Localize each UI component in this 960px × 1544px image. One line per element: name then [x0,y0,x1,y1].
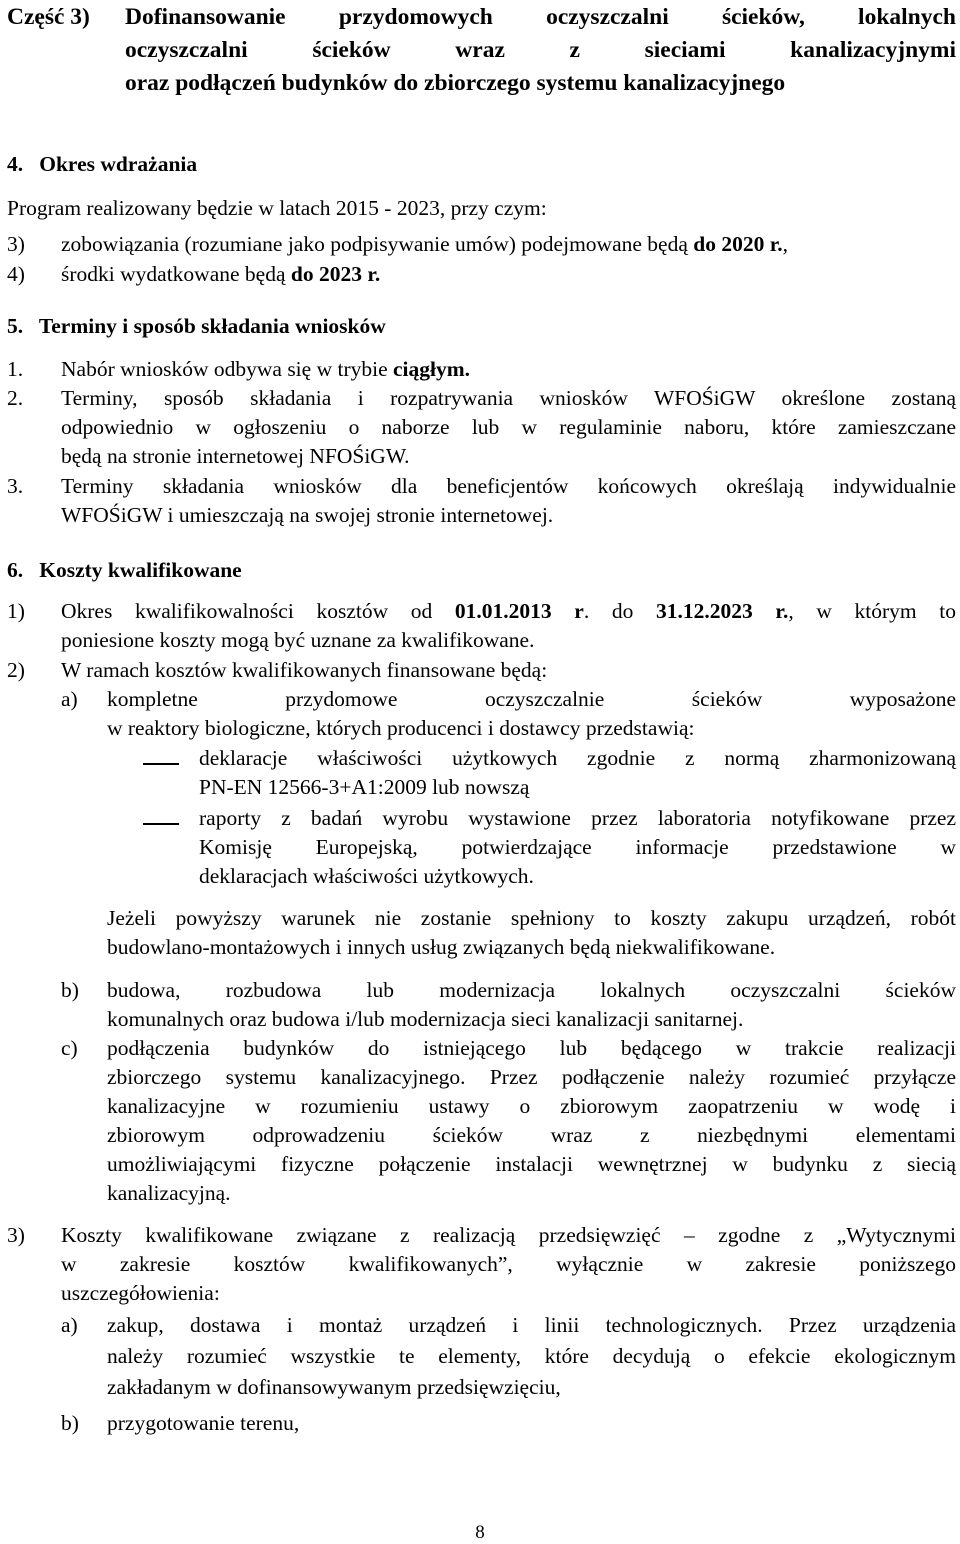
item-line: kompletne przydomowe oczyszczalnie ścieków wyposażone [107,687,956,711]
item-line: budowlano-montażowych i innych usług związanych będą niekwalifikowane. [107,935,776,959]
section-6-item-2 [7,656,956,685]
condition-note [107,904,956,962]
section-5-item-1 [7,355,956,384]
date-end: 31.12.2023 r. [656,599,789,623]
item-line: zakładanym w dofinansowywanym przedsięwzięciu, [107,1375,561,1399]
text-part: , w którym to [788,599,956,623]
item-line: będą na stronie internetowej NFOŚiGW. [61,444,410,468]
item-bold-text: do 2023 r. [290,262,381,286]
item-number: 1. [7,357,24,381]
item-letter: a) [61,687,78,711]
section-5-heading: 5. Terminy i sposób składania wniosków [7,314,386,338]
part-title [7,1,956,100]
dash-item-1 [143,744,956,802]
item-line: poniesione koszty mogą być uznane za kwalifikowane. [61,628,535,652]
item-line: podłączenia budynków do istniejącego lub będącego w trakcie realizacji [107,1036,956,1060]
item-text: Nabór wniosków odbywa się w trybie [61,357,394,381]
page-number: 8 [475,1522,485,1543]
item-number: 3) [7,232,25,256]
dash-bullet-icon [143,763,179,765]
item-line: zbiorczego systemu kanalizacyjnego. Przez podłączenie należy rozumieć przyłącze [107,1065,956,1089]
item-line: PN-EN 12566-3+A1:2009 lub nowszą [199,775,530,799]
section-4-item-3 [7,230,956,259]
item-line: Terminy, sposób składania i rozpatrywania wniosków WFOŚiGW określone zostaną [61,386,956,410]
item-line: Koszty kwalifikowane związane z realizacją przedsięwzięć – zgodne z „Wytycznymi [61,1223,956,1247]
item-letter: b) [61,1411,79,1435]
item-line: odpowiednio w ogłoszeniu o naborze lub w regulaminie naboru, które zamieszczane [61,415,956,439]
part-number: Część 3) [7,4,90,30]
item-number: 2. [7,386,24,410]
item-line: deklaracjach właściwości użytkowych. [199,864,534,888]
item-number: 4) [7,262,25,286]
title-line-2: oczyszczalni ścieków wraz z sieciami kanalizacyjnymi [125,37,956,63]
section-5-item-3 [7,472,956,530]
section-6-item-2a [61,685,956,743]
item-line: zbiorowym odprowadzeniu ścieków wraz z niezbędnymi elementami [107,1123,956,1147]
item-line: kanalizacyjne w rozumieniu ustawy o zbiorowym zaopatrzeniu w wodę i [107,1094,956,1118]
item-line: WFOŚiGW i umieszczają na swojej stronie internetowej. [61,503,554,527]
dash-item-2 [143,804,956,891]
section-4-intro: Program realizowany będzie w latach 2015 - 2023, przy czym: [7,196,547,220]
item-line: raporty z badań wyrobu wystawione przez laboratoria notyfikowane przez [199,806,956,830]
item-tail: , [782,232,789,256]
item-line: deklaracje właściwości użytkowych zgodnie z normą zharmonizowaną [199,746,956,770]
section-6-item-2c [61,1034,956,1208]
item-line: uszczegółowienia: [61,1281,220,1305]
date-start: 01.01.2013 r [454,599,584,623]
item-line: zakup, dostawa i montaż urządzeń i linii technologicznych. Przez urządzenia [107,1313,956,1337]
item-line: przygotowanie terenu, [107,1411,300,1435]
item-text: zobowiązania (rozumiane jako podpisywanie umów) podejmowane będą [61,232,694,256]
item-number: 3) [7,1223,25,1247]
section-4-heading: 4. Okres wdrażania [7,152,198,176]
item-number: 1) [7,599,25,623]
section-5-item-2 [7,384,956,471]
title-line-1: Dofinansowanie przydomowych oczyszczalni ścieków, lokalnych [125,4,956,30]
item-text: W ramach kosztów kwalifikowanych finansowane będą: [61,658,548,682]
item-line [61,597,956,626]
text-part: Okres kwalifikowalności kosztów od [61,599,455,623]
item-number: 2) [7,658,25,682]
item-line: kanalizacyjną. [107,1181,231,1205]
item-letter: b) [61,978,79,1002]
item-letter: a) [61,1313,78,1337]
section-6-item-3 [7,1221,956,1308]
item-line: Komisję Europejską, potwierdzające informacje przedstawione w [199,835,956,859]
dash-bullet-icon [143,823,179,825]
item-bold-text: ciągłym. [393,357,471,381]
item-bold-text: do 2020 r. [693,232,783,256]
item-line: w zakresie kosztów kwalifikowanych”, wyłącznie w zakresie poniższego [61,1252,956,1276]
section-6-item-1 [7,597,956,655]
item-line: Terminy składania wniosków dla beneficjentów końcowych określają indywidualnie [61,474,956,498]
section-4-item-4 [7,260,956,289]
item-line: komunalnych oraz budowa i/lub modernizacja sieci kanalizacji sanitarnej. [107,1007,744,1031]
section-6-heading: 6. Koszty kwalifikowane [7,558,242,582]
text-part: . do [583,599,656,623]
item-text: środki wydatkowane będą [61,262,291,286]
title-line-3: oraz podłączeń budynków do zbiorczego systemu kanalizacyjnego [125,70,786,96]
section-6-item-2b [61,976,956,1034]
item-line: umożliwiającymi fizyczne połączenie instalacji wewnętrznej w budynku z siecią [107,1152,956,1176]
item-line: w reaktory biologiczne, których producenci i dostawcy przedstawią: [107,716,695,740]
section-6-item-3a [61,1310,956,1403]
item-line: należy rozumieć wszystkie te elementy, które decydują o efekcie ekologicznym [107,1344,956,1368]
section-6-item-3b [61,1409,956,1438]
item-line: budowa, rozbudowa lub modernizacja lokalnych oczyszczalni ścieków [107,978,956,1002]
item-line: Jeżeli powyższy warunek nie zostanie spełniony to koszty zakupu urządzeń, robót [107,906,956,930]
item-number: 3. [7,474,24,498]
item-letter: c) [61,1036,78,1060]
